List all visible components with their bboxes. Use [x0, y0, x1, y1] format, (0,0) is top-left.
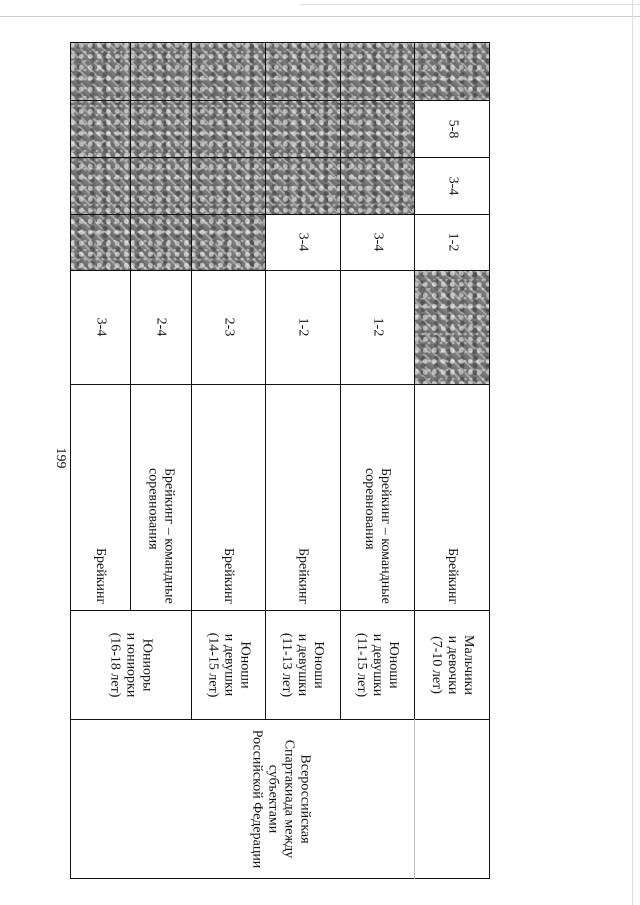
competition-line: Спартакиада между [281, 739, 296, 859]
age-group-line: Юноши [237, 640, 252, 689]
age-group-line: (11-15 лет) [353, 632, 369, 697]
age-group-text [278, 632, 326, 696]
age-group-text [353, 632, 401, 696]
discipline-line: Брейкинг [295, 547, 311, 604]
discipline-name [295, 548, 311, 604]
place-value: 2-4 [153, 317, 169, 337]
age-group-line: и юниорки [123, 632, 139, 697]
place-value: 1-2 [369, 317, 385, 337]
discipline-cell [340, 384, 414, 610]
place-cell [265, 214, 340, 270]
shade-row3-c2-6 [191, 42, 265, 270]
discipline-line: соревнования [362, 468, 377, 550]
page-top-rule [0, 16, 640, 17]
place-value: 3-4 [295, 232, 311, 252]
age-group-line: Юноши [311, 640, 327, 689]
discipline-line: Брейкинг [93, 547, 108, 604]
discipline-line: соревнования [145, 468, 161, 550]
table-border-top [70, 42, 490, 43]
discipline-name [444, 548, 460, 604]
place-cell [265, 270, 340, 384]
age-group-line: и девушки [295, 633, 311, 696]
age-group-cell [340, 610, 414, 719]
shade-row1-c2-6 [70, 42, 130, 270]
shade-row6-c6 [414, 42, 490, 100]
age-group-line: и девочки [444, 635, 460, 694]
shade-row4-c3-6 [265, 42, 340, 214]
age-group-text [428, 635, 476, 695]
competition-name [248, 730, 312, 869]
place-value: 1-2 [444, 232, 460, 252]
age-group-line: Юноши [385, 640, 401, 689]
place-cell [414, 157, 490, 214]
shade-row2-c2-6 [130, 42, 191, 270]
age-group-cell [265, 610, 340, 719]
place-cell [340, 270, 414, 384]
place-cell [340, 214, 414, 270]
place-cell [130, 270, 191, 384]
discipline-cell [265, 384, 340, 610]
discipline-cell [130, 384, 191, 610]
age-group-text [107, 632, 155, 697]
discipline-cell [70, 384, 130, 610]
age-group-line: и девушки [369, 633, 385, 696]
discipline-name [92, 548, 108, 604]
place-value: 2-3 [220, 317, 236, 337]
discipline-name [145, 468, 177, 604]
discipline-line: Брейкинг – командные [378, 468, 393, 604]
place-cell [414, 100, 490, 157]
sports-ranks-table [70, 42, 490, 879]
age-group-line: (11-13 лет) [279, 632, 295, 697]
age-group-line: (16-18 лет) [107, 632, 123, 697]
competition-line: Всероссийская [297, 754, 312, 844]
scan-edge-right [632, 0, 633, 905]
competition-line: Российской Федерации [249, 729, 264, 869]
age-group-cell [414, 610, 490, 719]
age-group-line: и девушки [221, 633, 236, 696]
discipline-line: Брейкинг – командные [161, 468, 177, 604]
age-group-cell [191, 610, 265, 719]
place-value: 3-4 [444, 176, 460, 195]
discipline-cell [191, 384, 265, 610]
shade-row6-c1-2 [414, 270, 490, 384]
age-group-line: (14-15 лет) [205, 632, 220, 697]
discipline-line: Брейкинг [445, 547, 460, 604]
discipline-name [361, 468, 393, 604]
place-value: 3-4 [92, 317, 108, 337]
place-value: 5-8 [444, 119, 460, 138]
place-cell [191, 270, 265, 384]
discipline-line: Брейкинг [221, 547, 236, 604]
page-number: 199 [53, 447, 68, 469]
discipline-name [220, 548, 236, 604]
age-group-line: (7-10 лет) [428, 635, 444, 694]
discipline-cell [414, 384, 490, 610]
shade-row5-c3-6 [340, 42, 414, 214]
age-group-line: Мальчики [460, 634, 476, 695]
place-value: 3-4 [369, 232, 385, 252]
competition-cell [70, 719, 490, 879]
place-value: 1-2 [295, 317, 311, 337]
scan-edge-top [300, 4, 640, 5]
age-group-line: Юниоры [139, 638, 155, 691]
age-group-text [204, 632, 252, 697]
place-cell [414, 214, 490, 270]
competition-line: субъектами [265, 764, 280, 834]
place-cell [70, 270, 130, 384]
age-group-cell [70, 610, 191, 719]
